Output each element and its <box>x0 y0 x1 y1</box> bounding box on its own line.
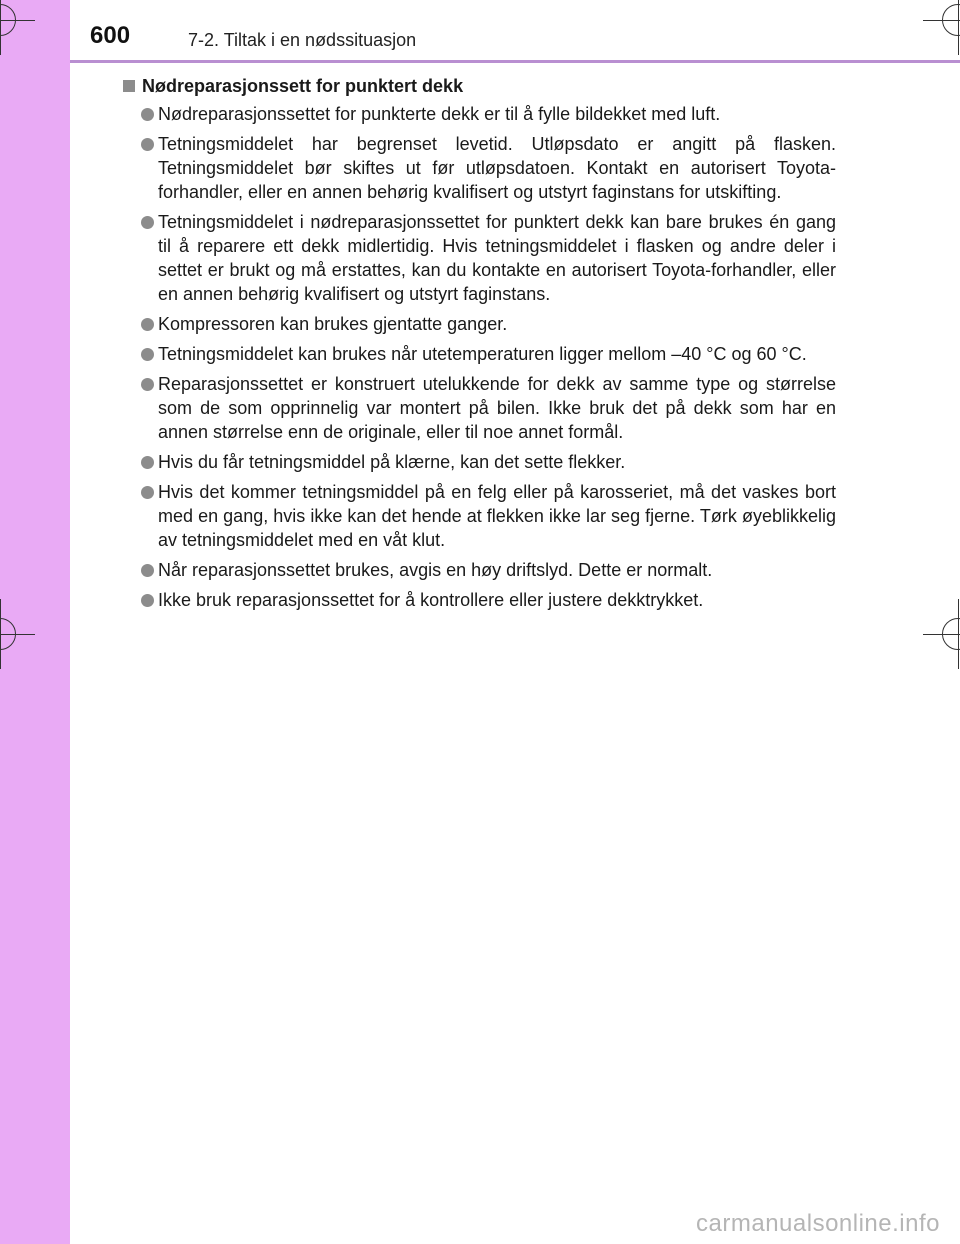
section-heading <box>122 74 836 98</box>
bullet-dot-icon <box>141 216 154 229</box>
bullet-dot-icon <box>141 594 154 607</box>
list-item-text: Tetningsmiddelet i nødreparasjonssettet for punktert dekk kan bare brukes én gang til å reparere ett dekk midlertidig. Hvis tetningsmiddelet i flasken og andre deler i settet er brukt og må erstattes, kan du kontakte en autorisert Toyota-forhandler, eller en annen behørig kvalifisert og utstyrt faginstans. <box>158 212 836 304</box>
bullet-dot-icon <box>141 318 154 331</box>
list-item <box>122 450 836 474</box>
bullet-dot-icon <box>141 564 154 577</box>
list-item-text: Tetningsmiddelet har begrenset levetid. Utløpsdato er angitt på flasken. Tetningsmiddelet bør skiftes ut før utløpsdatoen. Kontakt en autorisert Toyota-forhandler, eller en annen behørig kvalifisert og utstyrt faginstans for utskifting. <box>158 134 836 202</box>
list-item-text: Hvis det kommer tetningsmiddel på en felg eller på karosseriet, må det vaskes bort med en gang, hvis ikke kan det hende at flekken ikke lar seg fjerne. Tørk øyeblikkelig av tetningsmiddelet med en våt klut. <box>158 482 836 550</box>
list-item <box>122 480 836 552</box>
list-item <box>122 312 836 336</box>
list-item-text: Nødreparasjonssettet for punkterte dekk er til å fylle bildekket med luft. <box>158 104 721 124</box>
list-item <box>122 102 836 126</box>
list-item <box>122 342 836 366</box>
list-item <box>122 372 836 444</box>
bullet-dot-icon <box>141 378 154 391</box>
list-item-text: Når reparasjonssettet brukes, avgis en høy driftslyd. Dette er normalt. <box>158 560 713 580</box>
bullet-dot-icon <box>141 348 154 361</box>
list-item <box>122 588 836 612</box>
list-item-text: Kompressoren kan brukes gjentatte ganger. <box>158 314 508 334</box>
list-item <box>122 132 836 204</box>
list-item-text: Hvis du får tetningsmiddel på klærne, kan det sette flekker. <box>158 452 626 472</box>
list-item-text: Reparasjonssettet er konstruert utelukkende for dekk av samme type og størrelse som de som opprinnelig var montert på bilen. Ikke bruk det på dekk som har en annen størrelse enn de originale, eller til noe annet formål. <box>158 374 836 442</box>
header-divider <box>70 60 960 63</box>
page-number: 600 <box>90 22 131 49</box>
section-title: 7-2. Tiltak i en nødssituasjon <box>188 30 417 50</box>
list-item-text: Ikke bruk reparasjonssettet for å kontrollere eller justere dekktrykket. <box>158 590 704 610</box>
bullet-dot-icon <box>141 456 154 469</box>
bullet-list <box>122 102 836 612</box>
list-item-text: Tetningsmiddelet kan brukes når utetemperaturen ligger mellom –40 °C og 60 °C. <box>158 344 807 364</box>
bullet-dot-icon <box>141 138 154 151</box>
list-item <box>122 558 836 582</box>
square-bullet-icon <box>123 80 135 92</box>
bullet-dot-icon <box>141 108 154 121</box>
list-item <box>122 210 836 306</box>
bullet-dot-icon <box>141 486 154 499</box>
section-heading-text: Nødreparasjonssett for punktert dekk <box>142 76 464 96</box>
footer-watermark: carmanualsonline.info <box>696 1210 940 1237</box>
main-content <box>122 74 836 618</box>
